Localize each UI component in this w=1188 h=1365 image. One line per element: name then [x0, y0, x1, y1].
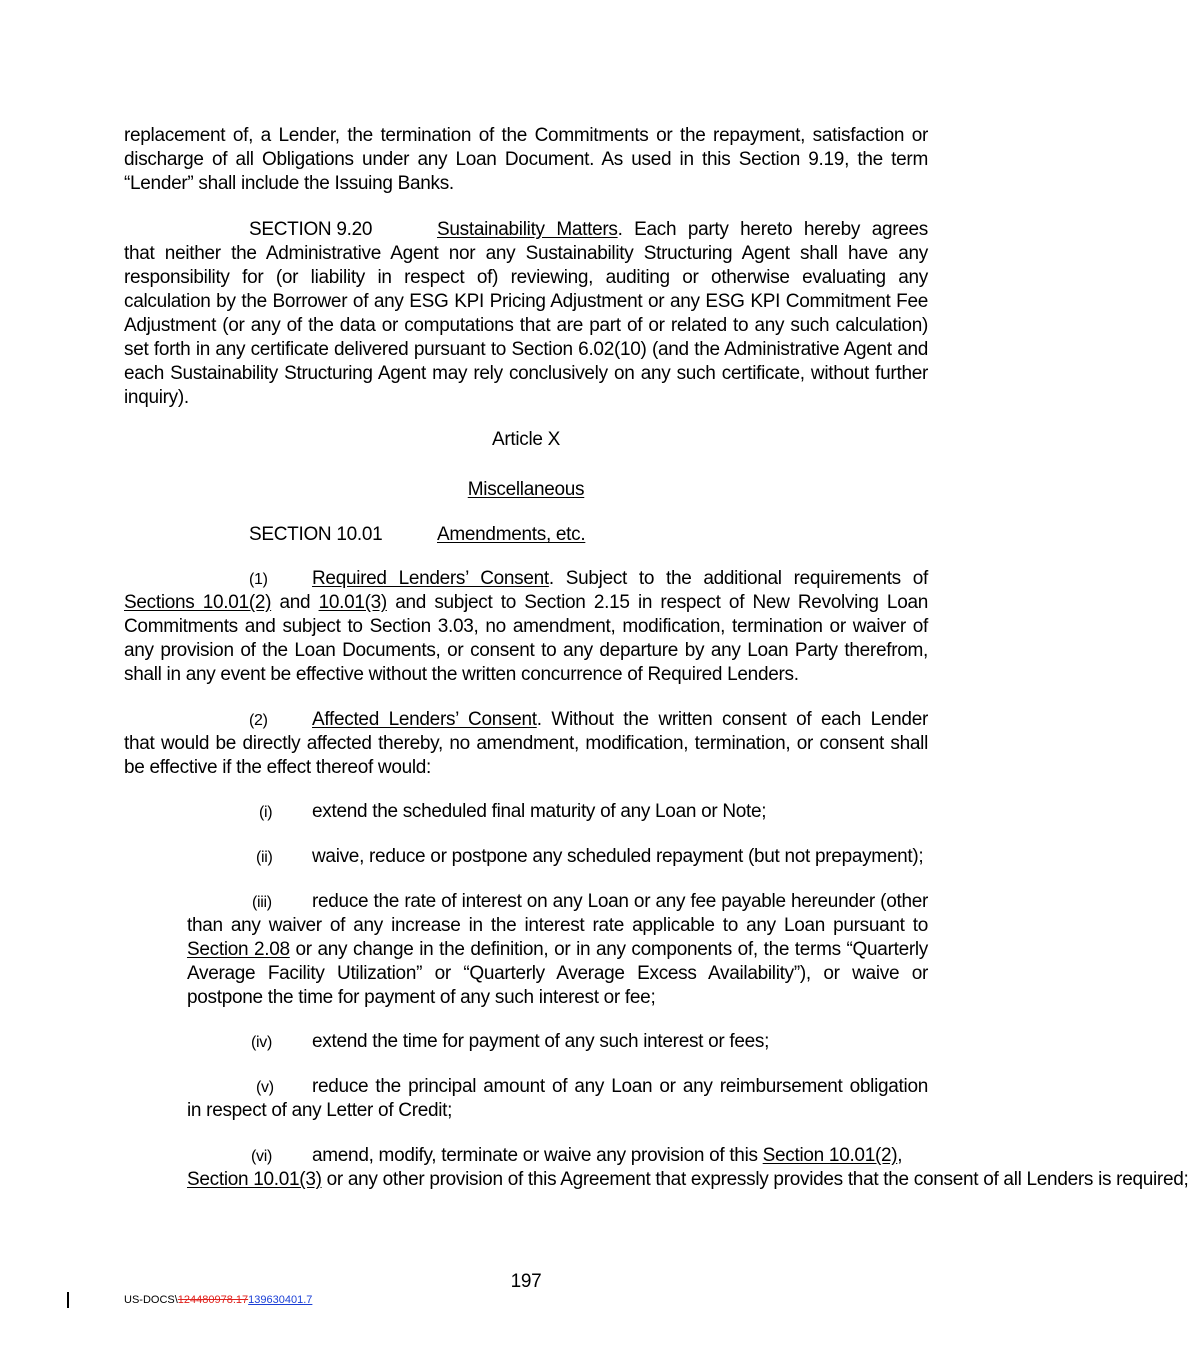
clause-first-line: Required Lenders’ Consent. Subject to the additional requirements of: [312, 568, 928, 589]
inserted-doc-id: 139630401.7: [248, 1294, 313, 1306]
clause-first-line: Affected Lenders’ Consent. Without the written consent of each Lender: [312, 709, 928, 730]
section-body-start: . Each party hereto hereby agrees: [617, 219, 928, 240]
clause-title: Required Lenders’ Consent: [312, 568, 549, 589]
article-title: Miscellaneous: [467, 479, 585, 500]
page-number: 197: [510, 1271, 542, 1292]
subclause-text: extend the scheduled final maturity of any Loan or Note;: [312, 801, 767, 822]
clause-body: that would be directly affected thereby, no amendment, modification, termination, or consent shall be effective if the effect thereof would:: [124, 733, 928, 778]
subclause-label: (ii): [256, 849, 273, 866]
paragraph-line: discharge of all Obligations under any Loan Document. As used in this Section 9.19, the term: [124, 149, 928, 170]
subclause-first-line: reduce the rate of interest on any Loan or any fee payable hereunder (other: [312, 891, 928, 912]
cross-reference: Sections 10.01(2): [124, 592, 272, 613]
subclause-label: (vi): [251, 1148, 273, 1165]
paragraph-line: replacement of, a Lender, the termination of the Commitments or the repayment, satisfaction or: [124, 125, 928, 146]
cross-reference: Section 10.01(3): [187, 1169, 322, 1190]
section-title-line: [437, 218, 928, 242]
clause-body: Sections 10.01(2) and 10.01(3) and subject to Section 2.15 in respect of New Revolving Loan Commitments and subject to Section 3.03, no amendment, modification, termination or waiver of any provision of the Loan Documents, or consent to any departure by any Loan Party therefrom, shall in any event be effective without the written concurrence of Required Lenders.: [124, 592, 928, 685]
section-heading: SECTION 10.01: [249, 524, 383, 545]
clause-label: (2): [249, 712, 268, 729]
subclause-text: extend the time for payment of any such interest or fees;: [312, 1031, 770, 1052]
cross-reference: Section 2.08: [187, 939, 290, 960]
subclause-first-line: reduce the principal amount of any Loan or any reimbursement obligation: [312, 1076, 928, 1097]
section-heading: SECTION 9.20: [249, 219, 373, 240]
subclause-body: Section 10.01(3) or any other provision of this Agreement that expressly provides that the consent of all Lenders is required;: [187, 1169, 1188, 1190]
article-number: Article X: [491, 429, 561, 450]
section-body: that neither the Administrative Agent nor any Sustainability Structuring Agent shall have any responsibility for (or liability in respect of) reviewing, auditing or otherwise evaluating any calculation by the Borrower of any ESG KPI Pricing Adjustment or any ESG KPI Commitment Fee Adjustment (or any of the data or computations that are part of or related to any such calculation) set forth in any certificate delivered pursuant to Section 6.02(10) (and the Administrative Agent and each Sustainability Structuring Agent may rely conclusively on any such certificate, without further inquiry).: [124, 243, 928, 408]
cross-reference: Section 10.01(2): [762, 1145, 898, 1166]
subclause-text: waive, reduce or postpone any scheduled repayment (but not prepayment);: [312, 846, 924, 867]
revision-bar: [67, 1292, 69, 1308]
subclause-label: (iv): [251, 1034, 273, 1051]
subclause-line: in respect of any Letter of Credit;: [187, 1100, 453, 1121]
section-title: Amendments, etc.: [437, 524, 586, 545]
paragraph-line: “Lender” shall include the Issuing Banks.: [124, 173, 454, 194]
section-title: Sustainability Matters: [437, 219, 618, 240]
subclause-line: than any waiver of any increase in the interest rate applicable to any Loan pursuant to: [187, 915, 928, 936]
cross-reference: 10.01(3): [318, 592, 387, 613]
document-id: US-DOCS\124480978.17139630401.7: [124, 1294, 313, 1306]
subclause-first-line: amend, modify, terminate or waive any provision of this Section 10.01(2),: [312, 1145, 903, 1166]
subclause-label: (v): [256, 1079, 274, 1096]
subclause-body: Section 2.08 or any change in the definition, or in any components of, the terms “Quarterly Average Facility Utilization” or “Quarterly Average Excess Availability”), or waive or postpone the time for payment of any such interest or fee;: [187, 939, 928, 1008]
subclause-label: (i): [259, 804, 273, 821]
subclause-label: (iii): [252, 894, 272, 911]
clause-label: (1): [249, 571, 268, 588]
deleted-doc-id: 124480978.17: [177, 1294, 249, 1306]
clause-title: Affected Lenders’ Consent: [312, 709, 537, 730]
